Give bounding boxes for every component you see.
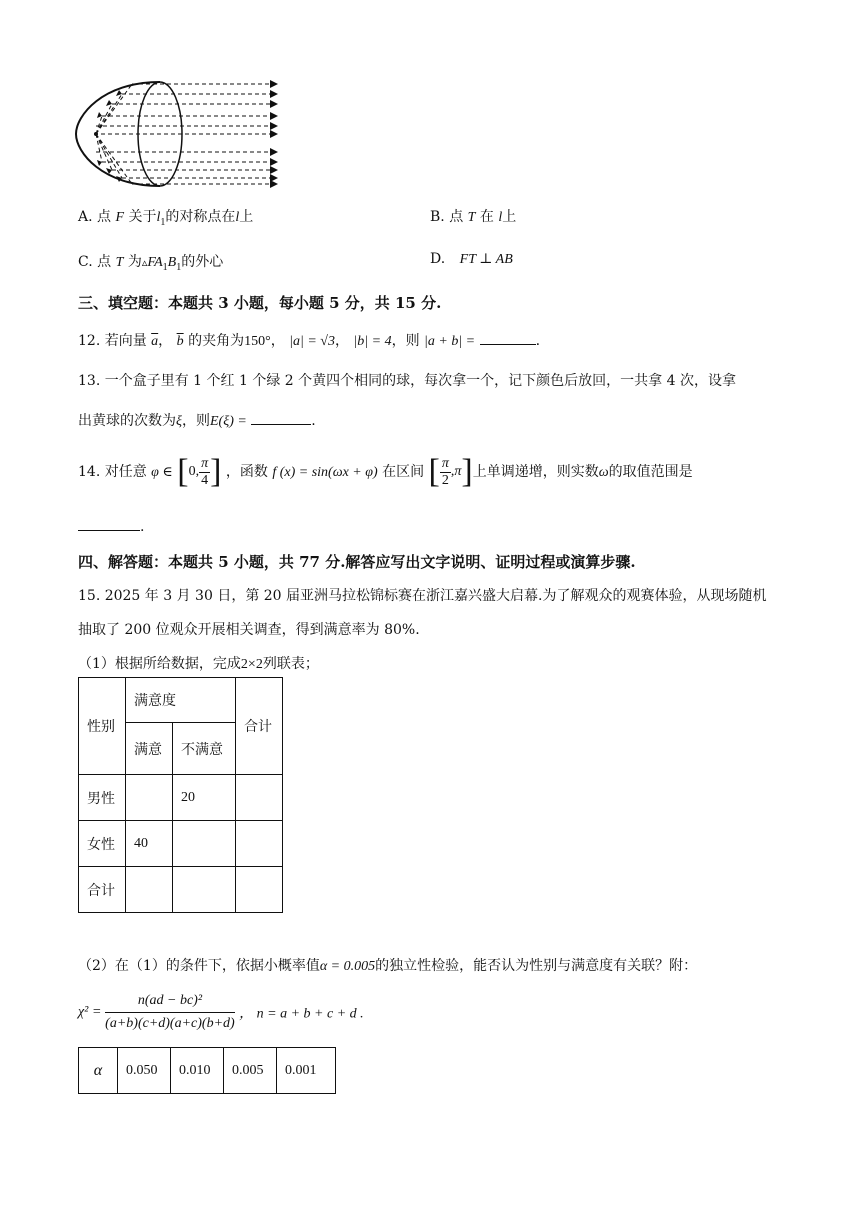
option-c-var-b: B (167, 255, 177, 270)
option-a-text2: 的对称点在 (165, 209, 236, 225)
q14-answer-blank[interactable] (78, 518, 140, 531)
q15-part2 (78, 955, 697, 975)
option-a-var-l: l (235, 210, 240, 225)
table-row (79, 867, 283, 913)
cell-unsatisfied[interactable] (173, 867, 236, 913)
q15-part1-text-b: 列联表； (262, 656, 319, 672)
option-b-var-t: T (467, 210, 476, 225)
chi-numerator: n(ad − bc)² (105, 990, 235, 1013)
option-a (78, 206, 253, 228)
header-unsatisfied: 不满意 (173, 723, 236, 775)
option-a-var-f: F (115, 210, 125, 225)
option-b-var-l: l (498, 210, 503, 225)
alpha-table (78, 1047, 336, 1094)
option-a-sub: 1 (160, 216, 166, 228)
q12-text3: ， (334, 333, 349, 349)
header-satisfaction: 满意度 (126, 678, 236, 723)
option-d-expr: FT ⊥ AB (459, 252, 513, 267)
option-d-label: D. (430, 251, 446, 267)
option-a-text1: 关于 (124, 209, 157, 225)
q12-end: . (535, 333, 541, 349)
q14-pi2: π (441, 455, 449, 471)
q14-text3: 上单调递增，则实数 (472, 464, 599, 480)
q13-xi: ξ (176, 414, 182, 429)
cell-unsatisfied[interactable]: 20 (173, 775, 236, 821)
q14-two: 2 (441, 472, 449, 488)
q12-vec-a: $\overline{a}$ (151, 334, 159, 349)
chi-eq: = (92, 1004, 101, 1020)
row-label: 合计 (79, 867, 126, 913)
q15-part2-text-a: （2）在（1）的条件下，依据小概率值 (78, 958, 320, 974)
q14-end: . (140, 519, 145, 535)
option-c (78, 251, 223, 273)
q12-sep: ， (158, 333, 173, 349)
q12-vec-b: $\overline{b}$ (176, 334, 184, 349)
option-b-label: B. 点 (430, 209, 464, 225)
option-c-var-fa: FA (147, 255, 163, 270)
q12-answer-blank[interactable] (480, 332, 536, 345)
q14-func: f (x) = sin(ωx + φ) (272, 465, 378, 480)
q14-num: 14. 对任意 (78, 464, 147, 480)
option-b (430, 206, 516, 226)
q13-answer-blank[interactable] (251, 412, 311, 425)
q15-line1: 15. 2025 年 3 月 30 日，第 20 届亚洲马拉松锦标赛在浙江嘉兴盛大启幕.为了解观众的观赛体验，从现场随机 (78, 588, 767, 604)
question-14: 14. 对任意 φ ∈ [0, $\frac{\pi}{4}$ ] ，函数 f (x) = sin(ωx + φ) 在区间 [ $\frac{\pi}{2}$ ,π]上单调递增，则实数ω的取值范围是 (78, 453, 693, 490)
alpha-value: 0.010 (171, 1048, 224, 1094)
q14-four: 4 (201, 472, 209, 488)
q12-abs-a: |a| = √3 (289, 334, 335, 349)
option-b-text2: 上 (502, 209, 517, 225)
cell-unsatisfied[interactable] (173, 821, 236, 867)
q15-part1 (78, 653, 319, 673)
chi-denominator: (a+b)(c+d)(a+c)(b+d) (105, 1016, 235, 1031)
cell-satisfied[interactable] (126, 867, 173, 913)
option-c-text1: 为 (123, 254, 142, 270)
option-c-var-t: T (115, 255, 124, 270)
q14-text2: 在区间 (382, 464, 425, 480)
q13-text-b: ，则 (182, 413, 210, 429)
q14-answer-line (78, 518, 144, 535)
header-satisfied: 满意 (126, 723, 173, 775)
alpha-value: 0.005 (224, 1048, 277, 1094)
cell-total[interactable] (236, 867, 283, 913)
q14-comma: , (450, 464, 455, 479)
chi-symbol: χ² (78, 1004, 89, 1020)
header-total: 合计 (236, 678, 283, 775)
section3-title: 三、填空题：本题共 3 小题，每小题 5 分，共 15 分. (78, 294, 442, 312)
q14-phi: φ ∈ (151, 465, 173, 480)
q13-text-a: 出黄球的次数为 (78, 413, 176, 429)
q15-line2: 抽取了 200 位观众开展相关调查，得到满意率为 80%. (78, 622, 420, 638)
table-row (79, 775, 283, 821)
question-12 (78, 330, 540, 350)
option-b-text1: 在 (475, 209, 494, 225)
alpha-header: α (79, 1048, 118, 1094)
n-expr: ， n = a + b + c + d . (239, 1006, 364, 1022)
section4-title: 四、解答题：本题共 5 小题，共 77 分.解答应写出文字说明、证明过程或演算步骤. (78, 553, 636, 571)
q12-sum: |a + b| = (424, 334, 476, 349)
option-a-var-l1: l (156, 210, 161, 225)
option-c-sub-b: 1 (176, 261, 182, 273)
chi-square-formula (78, 990, 364, 1035)
q14-pi: π (201, 455, 209, 471)
header-gender: 性别 (79, 678, 126, 775)
option-a-label: A. 点 (78, 209, 112, 225)
q14-text1: ，函数 (225, 464, 268, 480)
q14-pi3: π (454, 464, 462, 479)
cell-total[interactable] (236, 775, 283, 821)
q12-text4: ，则 (391, 333, 420, 349)
q12-text1: 的夹角为 (188, 333, 245, 349)
option-d (430, 251, 513, 268)
option-c-sub-a: 1 (162, 261, 168, 273)
row-label: 女性 (79, 821, 126, 867)
alpha-value: 0.001 (277, 1048, 336, 1094)
table-row (79, 821, 283, 867)
q15-alpha-expr: α = 0.005 (319, 959, 376, 974)
q13-line1: 13. 一个盒子里有 1 个红 1 个绿 2 个黄四个相同的球，每次拿一个，记下颜色后放回，一共拿 4 次，设拿 (78, 373, 736, 389)
q13-expr: E(ξ) = (210, 414, 247, 429)
option-c-triangle: ▵ (141, 256, 148, 269)
contingency-table (78, 677, 283, 913)
option-a-text3: 上 (239, 209, 254, 225)
q12-angle: 150° (244, 334, 271, 349)
parabolic-reflector-figure (72, 76, 287, 194)
cell-satisfied[interactable]: 40 (126, 821, 173, 867)
alpha-value: 0.050 (118, 1048, 171, 1094)
q15-part1-text-a: （1）根据所给数据，完成 (78, 656, 241, 672)
option-c-label: C. 点 (78, 254, 112, 270)
cell-satisfied[interactable] (126, 775, 173, 821)
q14-lb: 0, (188, 464, 200, 479)
cell-total[interactable] (236, 821, 283, 867)
q13-end: . (311, 413, 316, 429)
q15-part2-text-b: 的独立性检验，能否认为性别与满意度有关联？附： (375, 958, 698, 974)
row-label: 男性 (79, 775, 126, 821)
q14-text4: 的取值范围是 (608, 464, 693, 480)
question-13-line2 (78, 410, 316, 430)
q12-abs-b: |b| = 4 (353, 334, 392, 349)
q14-omega: ω (598, 465, 609, 480)
q15-part1-expr: 2×2 (240, 657, 263, 672)
q12-text2: ， (270, 333, 285, 349)
q12-num: 12. 若向量 (78, 333, 147, 349)
option-c-text3: 的外心 (181, 254, 224, 270)
